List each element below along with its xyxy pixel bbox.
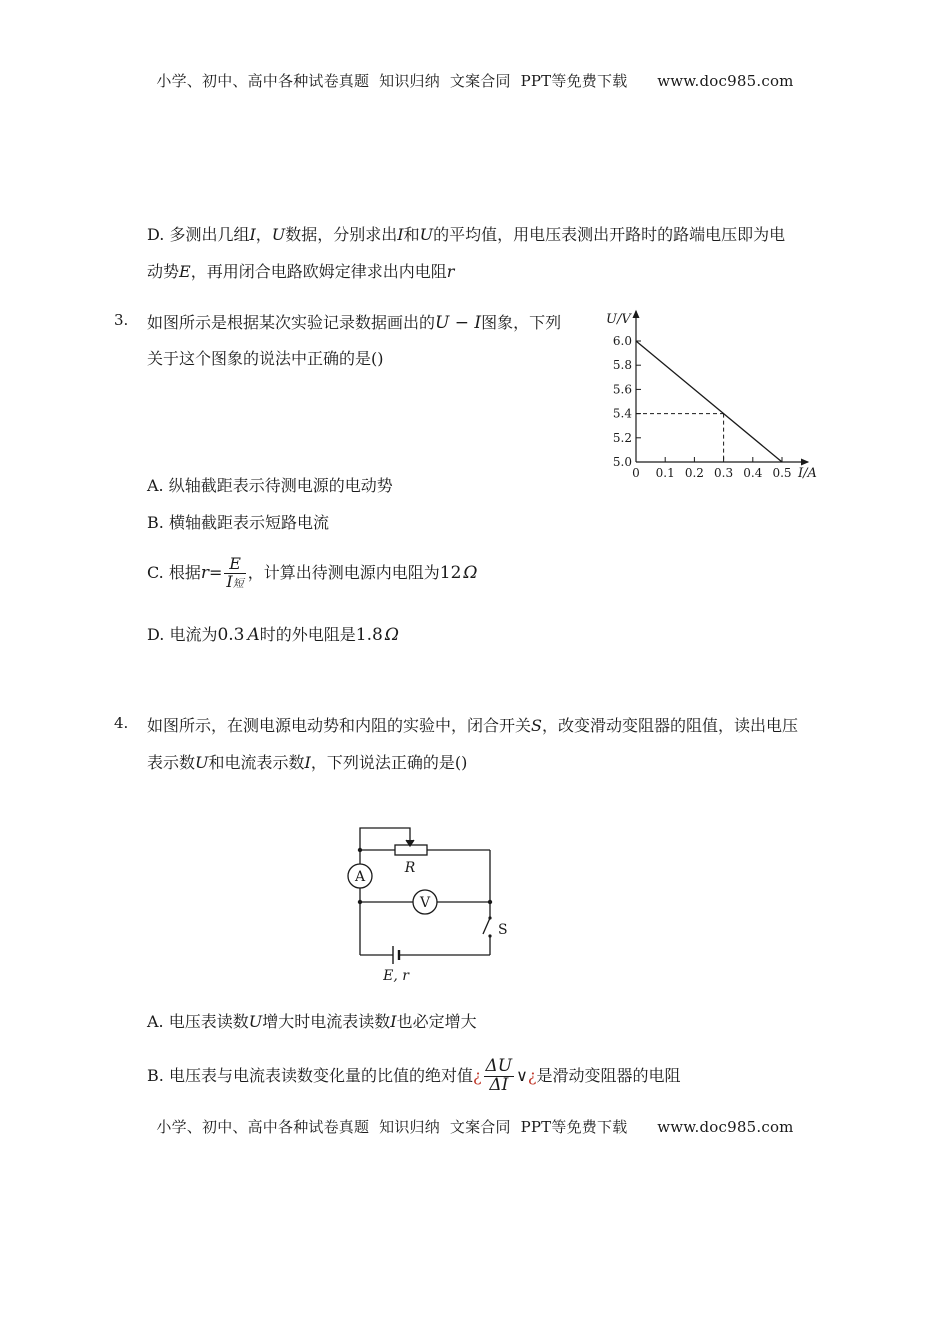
var-r: r bbox=[200, 562, 210, 583]
fraction-denominator bbox=[224, 571, 245, 591]
answer-paren: () bbox=[371, 349, 384, 368]
x-tick-label: 0.1 bbox=[655, 466, 675, 480]
slider-wire bbox=[360, 828, 410, 850]
unit-ampere: A bbox=[247, 625, 260, 645]
x-tick-label: 0.3 bbox=[714, 466, 734, 480]
y-tick-label: 6.0 bbox=[612, 334, 632, 348]
q3-stem-text: 图象，下列 bbox=[481, 313, 562, 332]
unit-ohm: Ω bbox=[463, 562, 478, 583]
voltmeter-label: V bbox=[419, 895, 431, 911]
value-0-3: 0.3 bbox=[217, 625, 245, 645]
var-i: I bbox=[249, 225, 256, 244]
q2-text: 数据，分别求出 bbox=[285, 225, 398, 244]
option-text: 根据 bbox=[168, 562, 201, 582]
option-text: 时的外电阻是 bbox=[259, 625, 356, 644]
option-text: 电流为 bbox=[169, 625, 218, 644]
q3-stem-text: 如图所示是根据某次实验记录数据画出的 bbox=[147, 313, 436, 332]
option-text: 横轴截距表示短路电流 bbox=[168, 513, 329, 532]
q4-stem-text: 表示数 bbox=[147, 753, 196, 772]
x-tick-label: 0.2 bbox=[684, 466, 704, 480]
fraction-du-over-di bbox=[484, 1058, 515, 1095]
resistor-label: R bbox=[404, 860, 416, 876]
x-tick-label: 0 bbox=[632, 466, 640, 480]
q4-option-b[interactable] bbox=[147, 1058, 680, 1095]
option-text: 电压表与电流表读数变化量的比值的绝对值 bbox=[168, 1065, 473, 1085]
option-text: 也必定增大 bbox=[396, 1012, 477, 1031]
q2-text: 和 bbox=[403, 225, 420, 244]
y-tick-label: 5.2 bbox=[612, 430, 632, 445]
y-axis-label: U/V bbox=[606, 312, 631, 327]
q3-math-u-i: U − I bbox=[435, 313, 482, 333]
option-text: ，计算出待测电源内电阻为 bbox=[247, 562, 440, 582]
option-text: 增大时电流表读数 bbox=[262, 1012, 391, 1031]
q2-option-d-line2 bbox=[147, 259, 454, 282]
unit-ohm: Ω bbox=[384, 625, 399, 645]
q4-option-a[interactable] bbox=[147, 1009, 477, 1032]
q2-option-d-line1 bbox=[147, 222, 785, 245]
var-i: I bbox=[226, 571, 233, 591]
var-i: I bbox=[304, 753, 311, 772]
var-u: U bbox=[248, 1012, 263, 1031]
q4-stem-line2 bbox=[147, 750, 467, 773]
answer-paren: () bbox=[454, 753, 468, 772]
y-tick-label: 5.4 bbox=[612, 406, 632, 421]
x-tick-label: 0.4 bbox=[743, 466, 763, 480]
vee-symbol: ∨ bbox=[516, 1065, 528, 1085]
q3-number: 3. bbox=[114, 311, 129, 329]
option-text: 纵轴截距表示待测电源的电动势 bbox=[168, 476, 393, 495]
option-label: C. bbox=[147, 562, 164, 582]
q4-number: 4. bbox=[114, 714, 129, 732]
junction-dot bbox=[488, 900, 492, 904]
q3-option-c[interactable] bbox=[147, 556, 478, 591]
q4-stem-line1 bbox=[147, 713, 798, 736]
broken-glyph: ¿ bbox=[472, 1065, 482, 1085]
var-u: U bbox=[195, 753, 209, 772]
q2-comma: ， bbox=[255, 225, 272, 244]
var-e: E bbox=[179, 262, 191, 281]
var-i: I bbox=[397, 225, 404, 244]
x-tick-label: 0.5 bbox=[772, 466, 792, 480]
option-text: 是滑动变阻器的电阻 bbox=[536, 1065, 681, 1085]
fraction-denominator: ΔI bbox=[489, 1074, 509, 1095]
y-tick-label: 5.8 bbox=[612, 358, 632, 373]
fraction-e-over-i bbox=[224, 556, 245, 591]
resistor-icon bbox=[395, 845, 427, 855]
q2-text: 多测出几组 bbox=[169, 225, 250, 244]
switch-contact-dot bbox=[488, 934, 491, 937]
page-header: 小学、初中、高中各种试卷真题 知识归纳 文案合同 PPT等免费下载 www.doc985.com bbox=[156, 72, 794, 90]
y-tick-label: 5.0 bbox=[612, 455, 632, 469]
switch-icon bbox=[483, 918, 490, 934]
q4-stem-text: 和电流表示数 bbox=[208, 753, 305, 772]
fraction-numerator: ΔU bbox=[485, 1056, 513, 1076]
var-r: r bbox=[446, 262, 455, 281]
option-label: B. bbox=[147, 513, 164, 532]
q3-stem-line2 bbox=[147, 346, 384, 369]
q2-option-d-label: D. bbox=[147, 225, 165, 244]
equals-sign: = bbox=[209, 562, 223, 582]
var-i: I bbox=[390, 1012, 397, 1031]
q3-option-a[interactable] bbox=[147, 473, 393, 496]
junction-dot bbox=[358, 900, 362, 904]
option-label: A. bbox=[147, 476, 164, 495]
page-footer: 小学、初中、高中各种试卷真题 知识归纳 文案合同 PPT等免费下载 www.doc985.com bbox=[156, 1118, 794, 1136]
option-label: D. bbox=[147, 625, 165, 644]
switch-pivot-dot bbox=[488, 916, 491, 919]
var-s: S bbox=[531, 716, 542, 735]
q2-text: 的平均值，用电压表测出开路时的路端电压即为电 bbox=[433, 225, 786, 244]
var-u: U bbox=[419, 225, 434, 244]
ammeter-label: A bbox=[354, 869, 366, 885]
q3-option-d[interactable] bbox=[147, 622, 399, 645]
circuit-diagram bbox=[340, 820, 520, 990]
fraction-numerator: E bbox=[224, 556, 245, 574]
q3-option-b[interactable] bbox=[147, 510, 329, 533]
subscript-short: 短 bbox=[232, 576, 244, 590]
q3-stem-line1 bbox=[147, 310, 561, 333]
series-line bbox=[636, 341, 782, 462]
q2-text: 动势 bbox=[147, 262, 180, 281]
u-i-chart bbox=[600, 305, 830, 485]
x-axis-label: I/A bbox=[798, 466, 817, 481]
q2-text: ，再用闭合电路欧姆定律求出内电阻 bbox=[190, 262, 447, 281]
value-1-8: 1.8 bbox=[355, 625, 383, 645]
q3-stem-text: 关于这个图象的说法中正确的是 bbox=[147, 349, 372, 368]
option-label: B. bbox=[147, 1065, 164, 1085]
junction-dot bbox=[358, 848, 362, 852]
var-u: U bbox=[271, 225, 286, 244]
value-12: 12 bbox=[439, 562, 462, 583]
q4-stem-text: ，下列说法正确的是 bbox=[310, 753, 455, 772]
option-label: A. bbox=[147, 1012, 164, 1031]
broken-glyph: ¿ bbox=[527, 1065, 537, 1085]
option-text: 电压表读数 bbox=[168, 1012, 249, 1031]
switch-label: S bbox=[498, 922, 508, 938]
q4-stem-text: ，改变滑动变阻器的阻值，读出电压 bbox=[541, 716, 798, 735]
q4-stem-text: 如图所示，在测电源电动势和内阻的实验中，闭合开关 bbox=[147, 716, 532, 735]
battery-label: E, r bbox=[383, 968, 409, 984]
y-tick-label: 5.6 bbox=[612, 382, 632, 397]
